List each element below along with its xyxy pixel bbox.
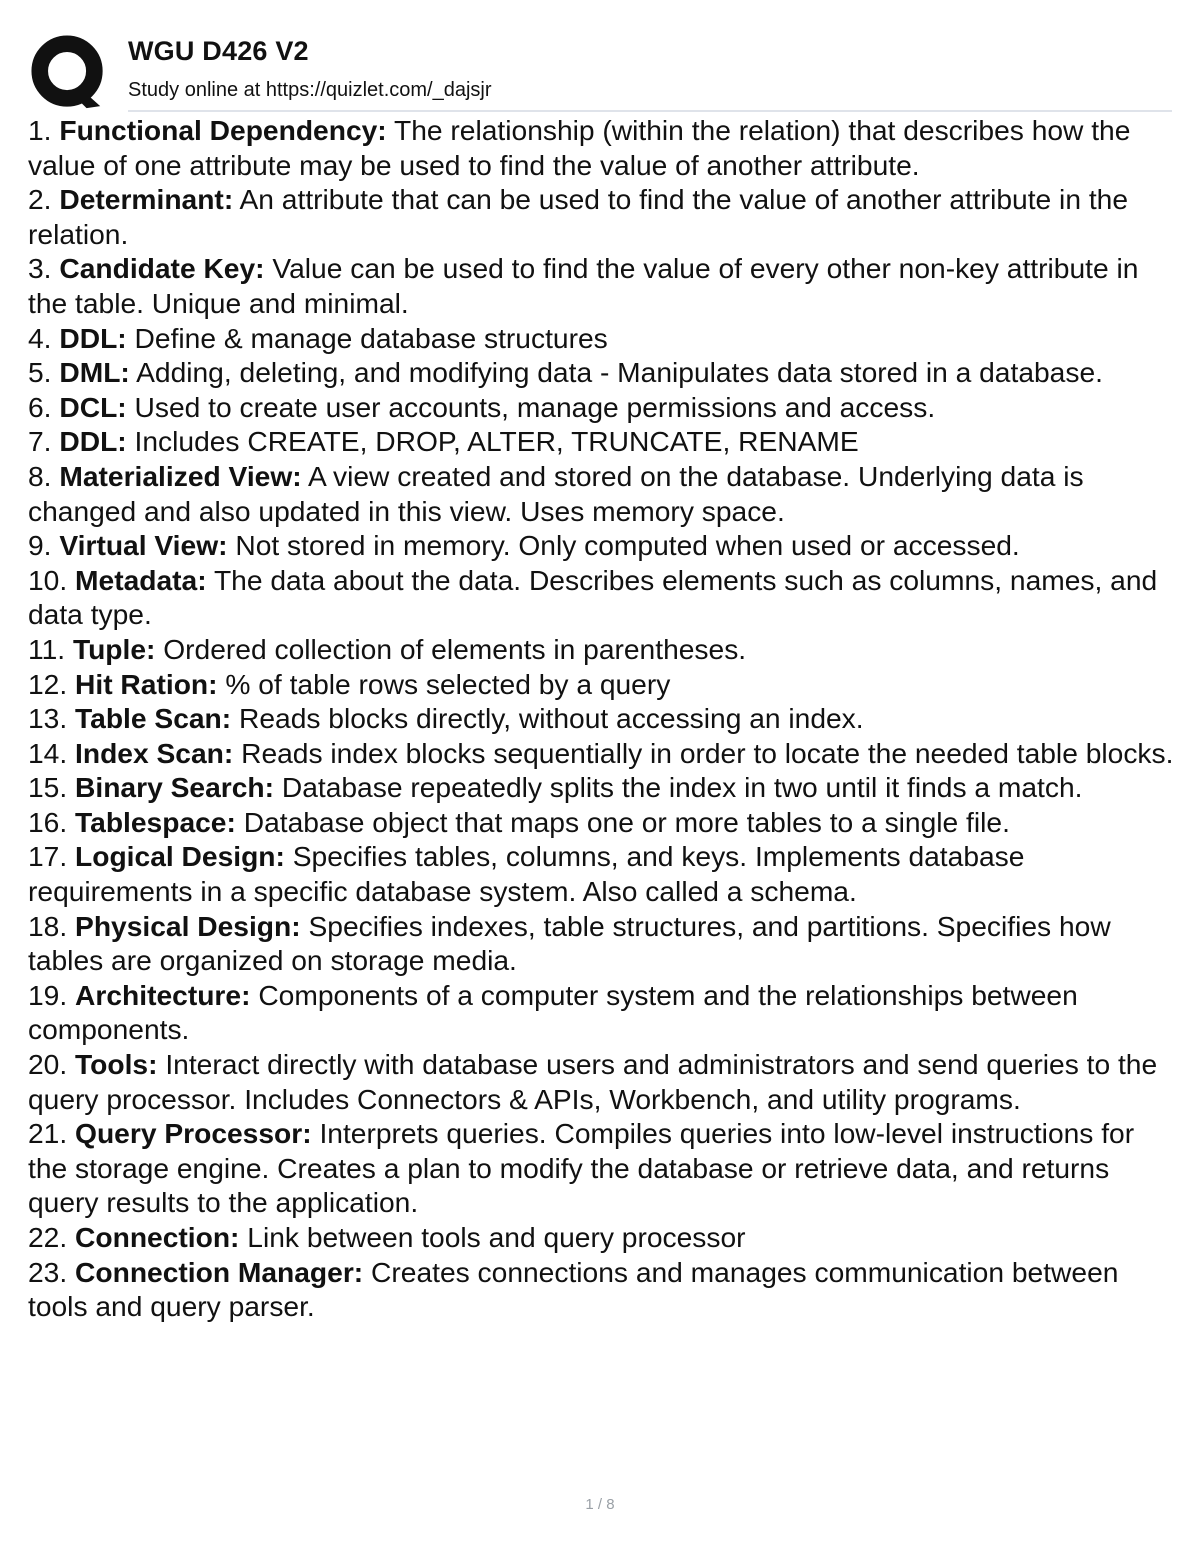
list-item: 18. Physical Design: Specifies indexes, table structures, and partitions. Specifies how tables are organized on storage media. xyxy=(28,909,1111,977)
list-item: 15. Binary Search: Database repeatedly splits the index in two until it finds a match. xyxy=(28,771,1083,804)
list-item: 17. Logical Design: Specifies tables, columns, and keys. Implements database requirements in a specific database system. Also called a schema. xyxy=(28,840,1025,908)
list-item: 12. Hit Ration: % of table rows selected by a query xyxy=(28,667,671,700)
list-item: 13. Table Scan: Reads blocks directly, without accessing an index. xyxy=(28,702,864,735)
page-indicator: 1 / 8 xyxy=(585,1496,615,1513)
list-item: 16. Tablespace: Database object that maps one or more tables to a single file. xyxy=(28,805,1010,838)
list-item: 5. DML: Adding, deleting, and modifying data - Manipulates data stored in a database. xyxy=(28,356,1103,389)
study-online-link[interactable]: Study online at https://quizlet.com/_dajsjr xyxy=(128,79,492,101)
list-item: 11. Tuple: Ordered collection of elements in parentheses. xyxy=(28,632,747,665)
list-item: 1. Functional Dependency: The relationship (within the relation) that describes how the value of one attribute may be used to find the value of another attribute. xyxy=(28,114,1131,181)
list-item: 20. Tools: Interact directly with database users and administrators and send queries to the query processor. Includes Connectors & APIs, Workbench, and utility programs. xyxy=(28,1048,1158,1115)
list-item: 22. Connection: Link between tools and query processor xyxy=(28,1221,746,1253)
list-item: 7. DDL: Includes CREATE, DROP, ALTER, TRUNCATE, RENAME xyxy=(28,425,859,458)
list-item: 21. Query Processor: Interprets queries. Compiles queries into low-level instructions for the storage engine. Creates a plan to modify the database or retrieve data, and returns query results to the application. xyxy=(28,1117,1135,1219)
list-item: 2. Determinant: An attribute that can be used to find the value of another attribute in the relation. xyxy=(28,183,1129,250)
list-item: 23. Connection Manager: Creates connections and manages communication between tools and query parser. xyxy=(28,1255,1119,1323)
document-title: WGU D426 V2 xyxy=(128,36,309,66)
page-header xyxy=(28,26,1172,110)
list-item: 14. Index Scan: Reads index blocks sequentially in order to locate the needed table blocks. xyxy=(28,736,1174,769)
list-item: 4. DDL: Define & manage database structures xyxy=(28,321,608,354)
header-divider xyxy=(128,110,1172,112)
list-item: 3. Candidate Key: Value can be used to find the value of every other non-key attribute in the table. Unique and minimal. xyxy=(28,252,1139,319)
list-item: 6. DCL: Used to create user accounts, manage permissions and access. xyxy=(28,390,936,423)
list-item: 9. Virtual View: Not stored in memory. Only computed when used or accessed. xyxy=(28,529,1020,562)
list-item: 10. Metadata: The data about the data. Describes elements such as columns, names, and data type. xyxy=(28,563,1158,631)
list-item: 19. Architecture: Components of a computer system and the relationships between components. xyxy=(28,978,1078,1046)
quizlet-logo-icon xyxy=(30,34,108,112)
flashcard-list xyxy=(28,113,1174,1324)
list-item: 8. Materialized View: A view created and stored on the database. Underlying data is changed and also updated in this view. Uses memory space. xyxy=(28,459,1084,527)
